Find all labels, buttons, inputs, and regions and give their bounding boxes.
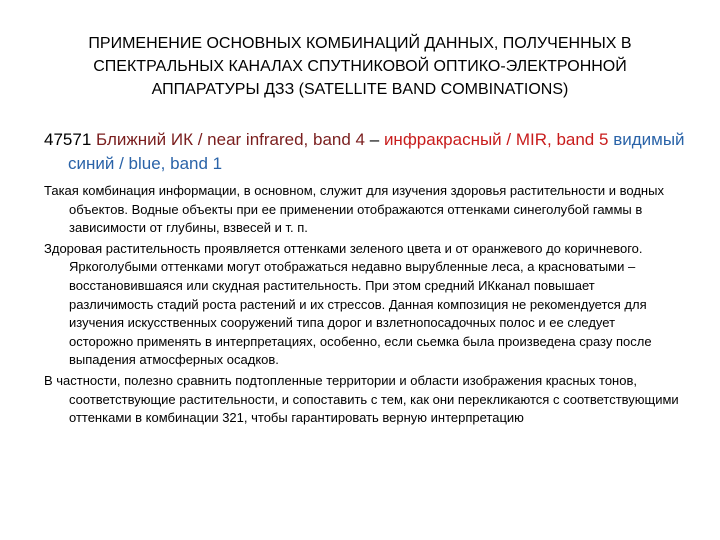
band-mir-label: инфракрасный / MIR, band 5 bbox=[383, 130, 609, 149]
title-line-3: АППАРАТУРЫ ДЗЗ (SATELLITE BAND COMBINATIONS) bbox=[151, 81, 569, 98]
paragraph-usage: Такая комбинация информации, в основном, служит для изучения здоровья растительности и водных объектов. Водные объекты при ее применении отображаются оттенками синеголубой гаммы в зависимости от глубины, взвесей и т. п. bbox=[44, 183, 664, 236]
title-line-2: СПЕКТРАЛЬНЫХ КАНАЛАХ СПУТНИКОВОЙ ОПТИКО-ЭЛЕКТРОННОЙ bbox=[93, 58, 627, 75]
paragraph-comparison: В частности, полезно сравнить подтопленные территории и области изображения красных тонов, соответствующие растительности, и сопоставить с тем, как они перекликаются с соответствующими оттенками в комбинации 321, чтобы гарантировать верную интерпретацию bbox=[44, 372, 679, 426]
band-combination-line bbox=[44, 128, 720, 176]
title-line-1: ПРИМЕНЕНИЕ ОСНОВНЫХ КОМБИНАЦИЙ ДАННЫХ, ПОЛУЧЕННЫХ В bbox=[88, 35, 632, 52]
body-text bbox=[44, 182, 680, 430]
band-blue-label: видимый синий / blue, band 1 bbox=[68, 130, 685, 173]
slide-title bbox=[40, 32, 680, 101]
paragraph-vegetation: Здоровая растительность проявляется оттенками зеленого цвета и от оранжевого до коричневого. Яркоголубыми оттенками могут отображаться недавно вырубленные леса, а красноватыми – восстановившаяся или скудная растительность. При этом средний ИКканал повышает различимость стадий роста растений и их стрессов. Данная композиция не рекомендуется для изучения искусственных сооружений типа дорог и взлетнопосадочных полос и ее следует осторожно применять в интерпретациях, особенно, если сьемка была произведена сразу после выпадения атмосферных осадков. bbox=[44, 240, 652, 368]
band-separator: – bbox=[369, 130, 380, 149]
combination-code: 47571 bbox=[44, 130, 92, 149]
band-nir-label: Ближний ИК / near infrared, band 4 bbox=[96, 130, 365, 149]
